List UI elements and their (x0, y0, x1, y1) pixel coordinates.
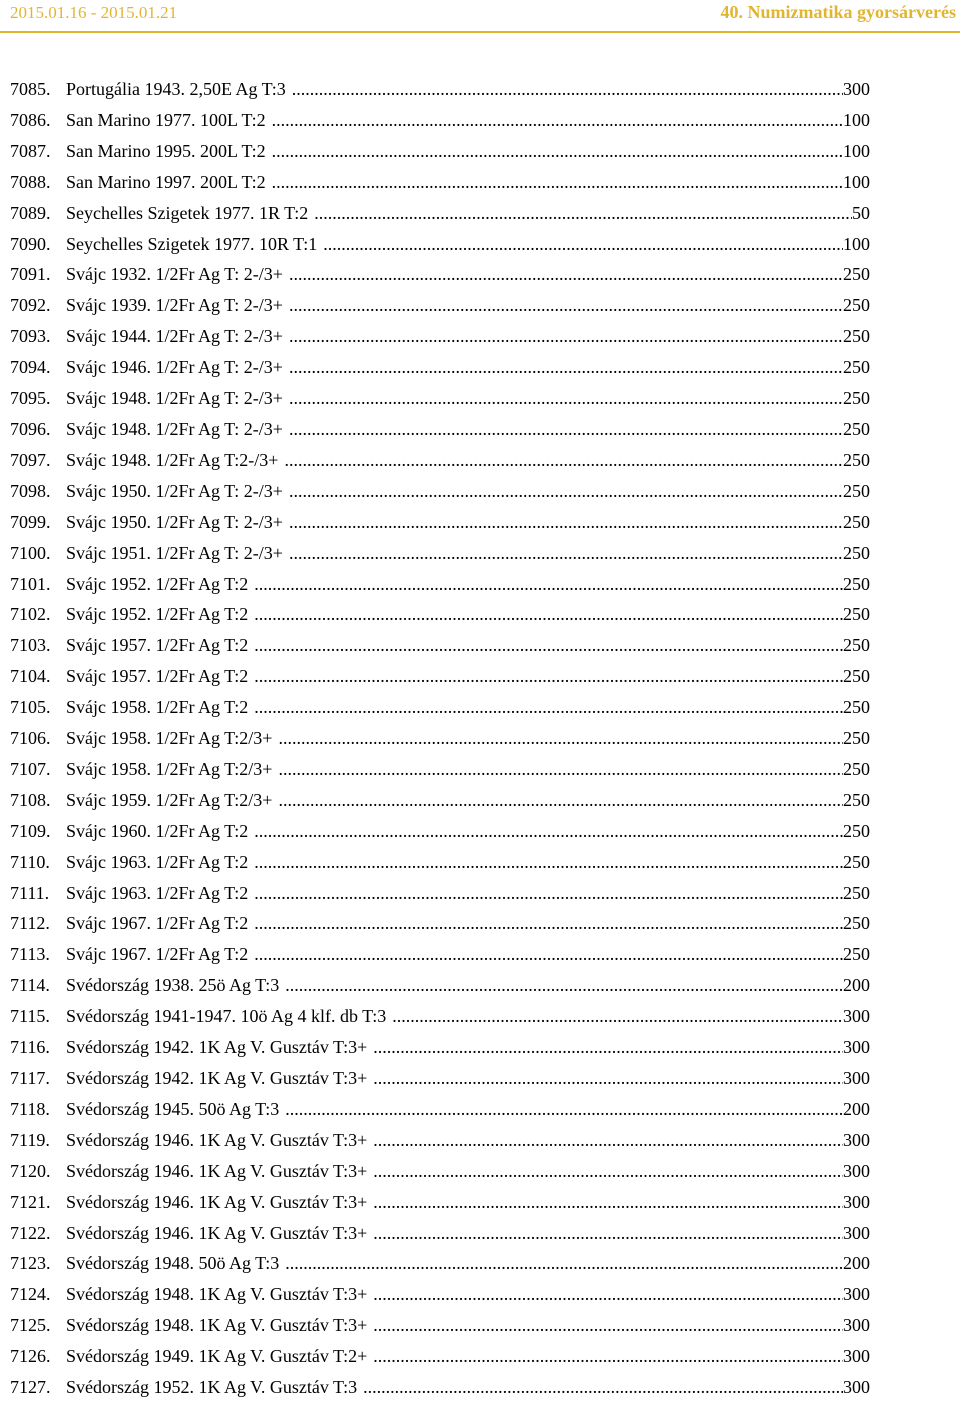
lot-number: 7120. (10, 1160, 51, 1181)
lot-starting-price: 250 (843, 357, 870, 378)
lot-row (0, 290, 960, 321)
lot-row (0, 847, 960, 878)
lot-row (0, 1248, 960, 1279)
lot-row (0, 1372, 960, 1403)
dot-leader (373, 1063, 843, 1094)
dot-leader (392, 1001, 843, 1032)
lot-row (0, 198, 960, 229)
dot-leader (285, 970, 843, 1001)
lot-description: Svédország 1946. 1K Ag V. Gusztáv T:3+ (66, 1218, 373, 1249)
lot-line (66, 1094, 870, 1125)
dot-leader (272, 136, 843, 167)
dot-leader (289, 290, 843, 321)
lot-number: 7096. (10, 418, 51, 439)
lot-description: Svájc 1932. 1/2Fr Ag T: 2-/3+ (66, 259, 289, 290)
dot-leader (289, 538, 843, 569)
lot-description: Svédország 1948. 1K Ag V. Gusztáv T:3+ (66, 1310, 373, 1341)
dot-leader (373, 1032, 843, 1063)
lot-starting-price: 250 (843, 418, 870, 439)
lot-number: 7124. (10, 1284, 51, 1305)
lot-line (66, 1001, 870, 1032)
lot-starting-price: 250 (843, 604, 870, 625)
dot-leader (363, 1372, 843, 1403)
lot-number: 7094. (10, 357, 51, 378)
lot-row (0, 754, 960, 785)
lot-line (66, 692, 870, 723)
dot-leader (254, 569, 843, 600)
lot-description: Svédország 1948. 1K Ag V. Gusztáv T:3+ (66, 1279, 373, 1310)
lot-number: 7091. (10, 264, 51, 285)
dot-leader (373, 1156, 843, 1187)
lot-row (0, 105, 960, 136)
lot-line (66, 908, 870, 939)
lot-row (0, 1218, 960, 1249)
lot-starting-price: 250 (843, 264, 870, 285)
lot-description: Svájc 1960. 1/2Fr Ag T:2 (66, 816, 254, 847)
lot-description: Svájc 1939. 1/2Fr Ag T: 2-/3+ (66, 290, 289, 321)
lot-row (0, 878, 960, 909)
lot-number: 7125. (10, 1315, 51, 1336)
lot-description: Seychelles Szigetek 1977. 1R T:2 (66, 198, 314, 229)
lot-line (66, 105, 870, 136)
lot-number: 7111. (10, 882, 50, 903)
lot-row (0, 661, 960, 692)
lot-row (0, 538, 960, 569)
lot-line (66, 507, 870, 538)
lot-description: Svédország 1941-1947. 10ö Ag 4 klf. db T:3 (66, 1001, 392, 1032)
lot-row (0, 1187, 960, 1218)
lot-starting-price: 250 (843, 728, 870, 749)
lot-description: Seychelles Szigetek 1977. 10R T:1 (66, 229, 323, 260)
dot-leader (373, 1279, 843, 1310)
lot-line (66, 1063, 870, 1094)
lot-description: Svédország 1946. 1K Ag V. Gusztáv T:3+ (66, 1125, 373, 1156)
lot-description: Svédország 1946. 1K Ag V. Gusztáv T:3+ (66, 1187, 373, 1218)
lot-line (66, 321, 870, 352)
lot-row (0, 1310, 960, 1341)
lot-number: 7116. (10, 1037, 50, 1058)
lot-description: Svédország 1942. 1K Ag V. Gusztáv T:3+ (66, 1063, 373, 1094)
lot-line (66, 816, 870, 847)
lot-line (66, 878, 870, 909)
dot-leader (373, 1187, 843, 1218)
dot-leader (373, 1310, 843, 1341)
lot-number: 7117. (10, 1068, 50, 1088)
lot-description: Svájc 1958. 1/2Fr Ag T:2/3+ (66, 754, 278, 785)
lot-row (0, 630, 960, 661)
lot-starting-price: 200 (843, 1098, 870, 1119)
lot-line (66, 290, 870, 321)
lot-line (66, 136, 870, 167)
lot-starting-price: 300 (843, 1346, 870, 1367)
lot-starting-price: 250 (843, 697, 870, 718)
lot-description: Portugália 1943. 2,50E Ag T:3 (66, 74, 292, 105)
lot-number: 7109. (10, 820, 51, 841)
lot-starting-price: 250 (843, 295, 870, 316)
lot-description: Svájc 1950. 1/2Fr Ag T: 2-/3+ (66, 476, 289, 507)
lot-number: 7092. (10, 295, 51, 316)
lot-starting-price: 250 (843, 789, 870, 810)
lot-line (66, 259, 870, 290)
lot-starting-price: 300 (843, 1129, 870, 1150)
lot-description: Svédország 1949. 1K Ag V. Gusztáv T:2+ (66, 1341, 373, 1372)
lot-row (0, 1063, 960, 1094)
lot-number: 7095. (10, 388, 51, 409)
lot-line (66, 1310, 870, 1341)
lot-line (66, 754, 870, 785)
lot-line (66, 445, 870, 476)
lot-starting-price: 250 (843, 913, 870, 934)
lot-number: 7099. (10, 511, 51, 532)
lot-row (0, 816, 960, 847)
lot-description: Svédország 1946. 1K Ag V. Gusztáv T:3+ (66, 1156, 373, 1187)
dot-leader (272, 105, 843, 136)
lot-row (0, 1125, 960, 1156)
lot-description: Svájc 1963. 1/2Fr Ag T:2 (66, 847, 254, 878)
lot-number: 7086. (10, 109, 51, 130)
lot-list (0, 74, 960, 1403)
dot-leader (289, 507, 843, 538)
lot-row (0, 321, 960, 352)
lot-number: 7113. (10, 944, 50, 965)
dot-leader (289, 321, 843, 352)
lot-row (0, 259, 960, 290)
lot-description: Svédország 1952. 1K Ag V. Gusztáv T:3 (66, 1372, 363, 1403)
lot-line (66, 167, 870, 198)
lot-number: 7110. (10, 851, 50, 872)
lot-number: 7102. (10, 604, 51, 625)
lot-line (66, 970, 870, 1001)
lot-starting-price: 250 (843, 388, 870, 409)
lot-line (66, 476, 870, 507)
dot-leader (285, 1094, 843, 1125)
lot-starting-price: 250 (843, 542, 870, 563)
lot-line (66, 414, 870, 445)
header-divider (0, 31, 960, 33)
lot-number: 7123. (10, 1253, 51, 1274)
lot-starting-price: 250 (843, 635, 870, 656)
dot-leader (373, 1341, 843, 1372)
lot-line (66, 1372, 870, 1403)
lot-number: 7127. (10, 1377, 51, 1398)
dot-leader (284, 445, 843, 476)
lot-line (66, 785, 870, 816)
lot-number: 7106. (10, 728, 51, 749)
lot-number: 7103. (10, 635, 51, 656)
lot-description: Svájc 1958. 1/2Fr Ag T:2 (66, 692, 254, 723)
lot-number: 7105. (10, 697, 51, 718)
lot-description: San Marino 1997. 200L T:2 (66, 167, 272, 198)
lot-line (66, 1125, 870, 1156)
lot-starting-price: 250 (843, 449, 870, 470)
dot-leader (289, 414, 843, 445)
lot-line (66, 538, 870, 569)
lot-line (66, 847, 870, 878)
lot-number: 7112. (10, 913, 50, 934)
lot-row (0, 414, 960, 445)
lot-starting-price: 250 (843, 480, 870, 501)
dot-leader (254, 661, 843, 692)
lot-row (0, 692, 960, 723)
lot-description: Svájc 1958. 1/2Fr Ag T:2/3+ (66, 723, 278, 754)
lot-number: 7121. (10, 1191, 51, 1212)
dot-leader (289, 383, 843, 414)
lot-row (0, 383, 960, 414)
lot-description: Svájc 1967. 1/2Fr Ag T:2 (66, 939, 254, 970)
dot-leader (278, 723, 843, 754)
dot-leader (292, 74, 843, 105)
lot-starting-price: 250 (843, 851, 870, 872)
lot-line (66, 1187, 870, 1218)
lot-line (66, 1218, 870, 1249)
lot-description: Svájc 1948. 1/2Fr Ag T: 2-/3+ (66, 383, 289, 414)
lot-starting-price: 250 (843, 882, 870, 903)
lot-row (0, 908, 960, 939)
lot-row (0, 229, 960, 260)
lot-description: Svájc 1946. 1/2Fr Ag T: 2-/3+ (66, 352, 289, 383)
lot-starting-price: 100 (843, 140, 870, 161)
lot-number: 7126. (10, 1346, 51, 1367)
dot-leader (373, 1125, 843, 1156)
lot-starting-price: 250 (843, 666, 870, 687)
lot-number: 7090. (10, 233, 51, 254)
lot-description: Svédország 1948. 50ö Ag T:3 (66, 1248, 285, 1279)
lot-number: 7115. (10, 1006, 50, 1027)
lot-description: Svájc 1948. 1/2Fr Ag T: 2-/3+ (66, 414, 289, 445)
lot-starting-price: 300 (843, 1377, 870, 1398)
lot-line (66, 352, 870, 383)
lot-number: 7097. (10, 449, 51, 470)
lot-row (0, 1001, 960, 1032)
lot-starting-price: 250 (843, 511, 870, 532)
lot-starting-price: 300 (843, 1315, 870, 1336)
lot-description: Svájc 1967. 1/2Fr Ag T:2 (66, 908, 254, 939)
auction-date-range: 2015.01.16 - 2015.01.21 (10, 3, 178, 22)
lot-row (0, 785, 960, 816)
lot-starting-price: 250 (843, 573, 870, 594)
lot-starting-price: 100 (843, 171, 870, 192)
dot-leader (289, 259, 843, 290)
lot-line (66, 1156, 870, 1187)
lot-row (0, 1156, 960, 1187)
lot-starting-price: 300 (843, 1222, 870, 1243)
dot-leader (254, 939, 843, 970)
lot-row (0, 167, 960, 198)
lot-description: Svájc 1952. 1/2Fr Ag T:2 (66, 599, 254, 630)
lot-starting-price: 300 (843, 79, 870, 99)
lot-number: 7107. (10, 758, 51, 779)
dot-leader (272, 167, 843, 198)
lot-description: Svédország 1945. 50ö Ag T:3 (66, 1094, 285, 1125)
dot-leader (323, 229, 843, 260)
auction-title: 40. Numizmatika gyorsárverés (720, 2, 956, 22)
lot-number: 7104. (10, 666, 51, 687)
lot-line (66, 723, 870, 754)
lot-line (66, 939, 870, 970)
lot-number: 7122. (10, 1222, 51, 1243)
lot-line (66, 599, 870, 630)
dot-leader (289, 476, 843, 507)
lot-line (66, 198, 870, 229)
lot-row (0, 939, 960, 970)
lot-starting-price: 300 (843, 1068, 870, 1088)
lot-description: Svájc 1957. 1/2Fr Ag T:2 (66, 661, 254, 692)
lot-line (66, 1279, 870, 1310)
lot-starting-price: 200 (843, 1253, 870, 1274)
lot-line (66, 630, 870, 661)
lot-starting-price: 250 (843, 326, 870, 347)
lot-description: Svédország 1938. 25ö Ag T:3 (66, 970, 285, 1001)
lot-row (0, 1032, 960, 1063)
lot-line (66, 74, 870, 105)
lot-number: 7100. (10, 542, 51, 563)
lot-row (0, 1279, 960, 1310)
dot-leader (254, 908, 843, 939)
lot-row (0, 970, 960, 1001)
lot-number: 7089. (10, 202, 51, 223)
lot-description: San Marino 1995. 200L T:2 (66, 136, 272, 167)
lot-starting-price: 50 (852, 202, 870, 223)
lot-number: 7093. (10, 326, 51, 347)
lot-row (0, 74, 960, 105)
dot-leader (254, 599, 843, 630)
lot-number: 7087. (10, 140, 51, 161)
lot-starting-price: 250 (843, 820, 870, 841)
lot-row (0, 507, 960, 538)
lot-starting-price: 300 (843, 1006, 870, 1027)
dot-leader (289, 352, 843, 383)
lot-row (0, 723, 960, 754)
lot-description: Svájc 1951. 1/2Fr Ag T: 2-/3+ (66, 538, 289, 569)
lot-description: Svájc 1948. 1/2Fr Ag T:2-/3+ (66, 445, 284, 476)
lot-number: 7101. (10, 573, 51, 594)
lot-description: Svájc 1950. 1/2Fr Ag T: 2-/3+ (66, 507, 289, 538)
dot-leader (314, 198, 852, 229)
lot-row (0, 476, 960, 507)
lot-line (66, 383, 870, 414)
lot-number: 7108. (10, 789, 51, 810)
lot-starting-price: 300 (843, 1191, 870, 1212)
dot-leader (254, 816, 843, 847)
lot-starting-price: 100 (843, 109, 870, 130)
lot-description: Svájc 1963. 1/2Fr Ag T:2 (66, 878, 254, 909)
lot-starting-price: 100 (843, 233, 870, 254)
lot-row (0, 569, 960, 600)
lot-line (66, 1248, 870, 1279)
lot-number: 7114. (10, 975, 50, 996)
lot-starting-price: 300 (843, 1037, 870, 1058)
lot-line (66, 1032, 870, 1063)
lot-number: 7088. (10, 171, 51, 192)
lot-number: 7085. (10, 79, 51, 99)
dot-leader (254, 630, 843, 661)
lot-number: 7119. (10, 1129, 50, 1150)
lot-row (0, 599, 960, 630)
lot-line (66, 661, 870, 692)
dot-leader (254, 692, 843, 723)
lot-number: 7098. (10, 480, 51, 501)
dot-leader (278, 754, 843, 785)
dot-leader (285, 1248, 843, 1279)
page-header (0, 0, 960, 34)
lot-row (0, 136, 960, 167)
lot-description: Svájc 1952. 1/2Fr Ag T:2 (66, 569, 254, 600)
lot-description: Svájc 1959. 1/2Fr Ag T:2/3+ (66, 785, 278, 816)
lot-description: San Marino 1977. 100L T:2 (66, 105, 272, 136)
lot-description: Svájc 1957. 1/2Fr Ag T:2 (66, 630, 254, 661)
lot-row (0, 1341, 960, 1372)
lot-description: Svájc 1944. 1/2Fr Ag T: 2-/3+ (66, 321, 289, 352)
lot-starting-price: 250 (843, 944, 870, 965)
dot-leader (278, 785, 843, 816)
lot-description: Svédország 1942. 1K Ag V. Gusztáv T:3+ (66, 1032, 373, 1063)
lot-row (0, 1094, 960, 1125)
lot-row (0, 445, 960, 476)
lot-starting-price: 200 (843, 975, 870, 996)
lot-starting-price: 300 (843, 1160, 870, 1181)
lot-row (0, 352, 960, 383)
lot-starting-price: 300 (843, 1284, 870, 1305)
lot-starting-price: 250 (843, 758, 870, 779)
lot-line (66, 229, 870, 260)
lot-line (66, 569, 870, 600)
dot-leader (373, 1218, 843, 1249)
dot-leader (254, 878, 843, 909)
lot-number: 7118. (10, 1098, 50, 1119)
dot-leader (254, 847, 843, 878)
lot-line (66, 1341, 870, 1372)
